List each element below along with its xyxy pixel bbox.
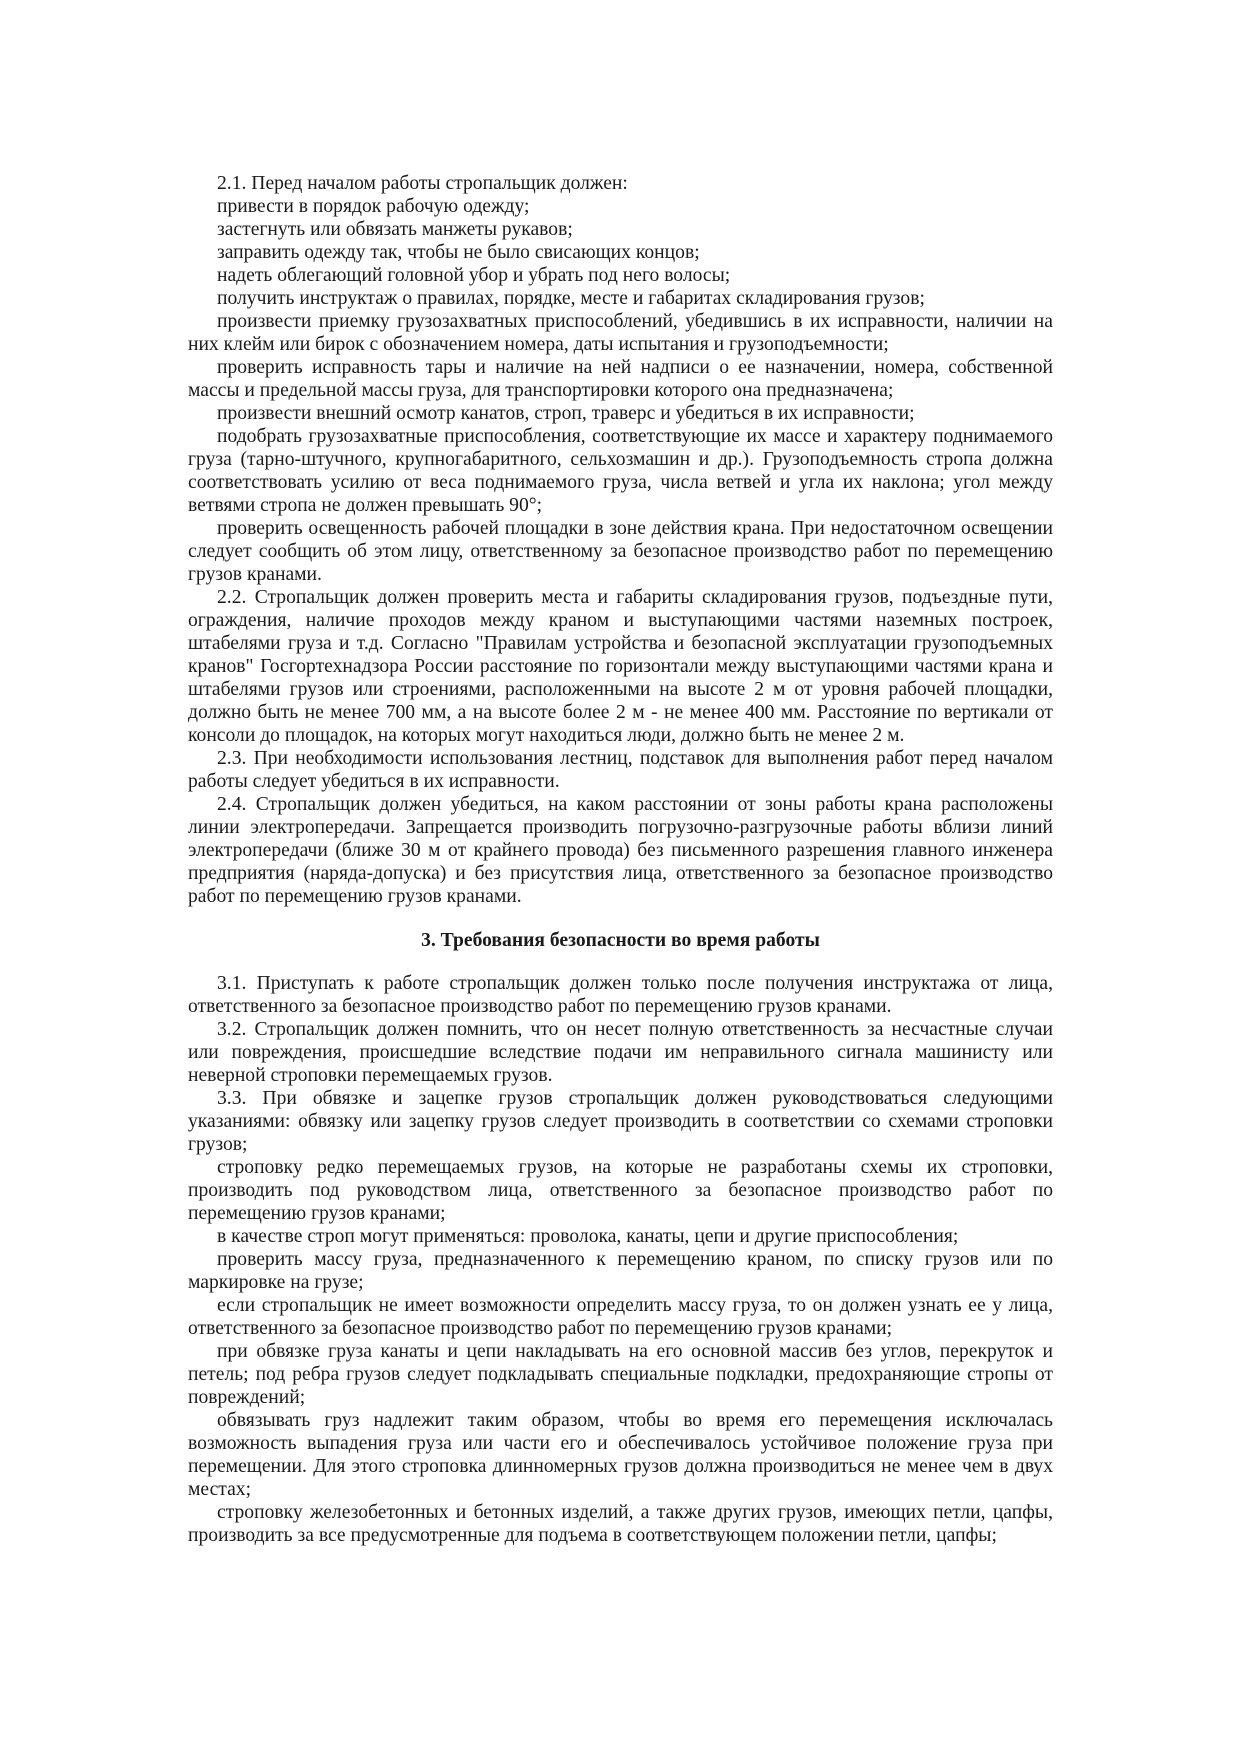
paragraph: проверить массу груза, предназначенного к перемещению краном, по списку грузов или по маркировке на грузе; — [188, 1249, 1053, 1293]
paragraph: 2.3. При необходимости использования лестниц, подставок для выполнения работ перед началом работы следует убедиться в их исправности. — [188, 748, 1053, 792]
paragraph: строповку редко перемещаемых грузов, на которые не разработаны схемы их строповки, производить под руководством лица, ответственного за безопасное производство работ по перемещению грузов кранами; — [188, 1157, 1053, 1224]
paragraph: если стропальщик не имеет возможности определить массу груза, то он должен узнать ее у лица, ответственного за безопасное производство работ по перемещению грузов кранами; — [188, 1295, 1053, 1339]
paragraph: строповку железобетонных и бетонных изделий, а также других грузов, имеющих петли, цапфы, производить за все предусмотренные для подъема в соответствующем положении петли, цапфы; — [188, 1502, 1053, 1546]
paragraph: 2.4. Стропальщик должен убедиться, на каком расстоянии от зоны работы крана расположены линии электропередачи. Запрещается производить погрузочно-разгрузочные работы вблизи линий электропередачи (ближе 30 м от крайнего провода) без письменного разрешения главного инженера предприятия (наряда-допуска) и без присутствия лица, ответственного за безопасное производство работ по перемещению грузов кранами. — [188, 794, 1053, 907]
paragraph: заправить одежду так, чтобы не было свисающих концов; — [217, 242, 700, 263]
paragraph: произвести внешний осмотр канатов, строп, траверс и убедиться в их исправности; — [217, 403, 915, 424]
paragraph: проверить исправность тары и наличие на ней надписи о ее назначении, номера, собственной массы и предельной массы груза, для транспортировки которого она предназначена; — [188, 357, 1053, 401]
paragraph: 2.1. Перед началом работы стропальщик должен: — [217, 173, 628, 194]
paragraph: получить инструктаж о правилах, порядке, месте и габаритах складирования грузов; — [217, 288, 925, 309]
paragraph: привести в порядок рабочую одежду; — [217, 196, 530, 217]
paragraph: 3.1. Приступать к работе стропальщик должен только после получения инструктажа от лица, ответственного за безопасное производство работ по перемещению грузов кранами. — [188, 973, 1053, 1017]
document-page — [188, 172, 1053, 1547]
paragraph: произвести приемку грузозахватных приспособлений, убедившись в их исправности, наличии на них клейм или бирок с обозначением номера, даты испытания и грузоподъемности; — [188, 311, 1053, 355]
paragraph: проверить освещенность рабочей площадки в зоне действия крана. При недостаточном освещении следует сообщить об этом лицу, ответственному за безопасное производство работ по перемещению грузов кранами. — [188, 518, 1053, 585]
paragraph: 2.2. Стропальщик должен проверить места и габариты складирования грузов, подъездные пути, ограждения, наличие проходов между краном и выступающими частями наземных построек, штабелями груза и т.д. Согласно "Правилам устройства и безопасной эксплуатации грузоподъемных кранов" Госгортехнадзора России расстояние по горизонтали между выступающими частями крана и штабелями грузов или строениями, расположенными на высоте 2 м от уровня рабочей площадки, должно быть не менее 700 мм, а на высоте более 2 м - не менее 400 мм. Расстояние по вертикали от консоли до площадок, на которых могут находиться люди, должно быть не менее 2 м. — [188, 587, 1053, 746]
paragraph: подобрать грузозахватные приспособления, соответствующие их массе и характеру поднимаемого груза (тарно-штучного, крупногабаритного, сельхозмашин и др.). Грузоподъемность стропа должна соответствовать усилию от веса поднимаемого груза, числа ветвей и угла их наклона; угол между ветвями стропа не должен превышать 90°; — [188, 426, 1053, 516]
section-2-body — [188, 172, 1053, 908]
paragraph: 3.3. При обвязке и зацепке грузов стропальщик должен руководствоваться следующими указаниями: обвязку или зацепку грузов следует производить в соответствии со схемами строповки грузов; — [188, 1088, 1053, 1155]
paragraph: обвязывать груз надлежит таким образом, чтобы во время его перемещения исключалась возможность выпадения груза или части его и обеспечивалось устойчивое положение груза при перемещении. Для этого строповка длинномерных грузов должна производиться не менее чем в двух местах; — [188, 1410, 1053, 1500]
paragraph: 3.2. Стропальщик должен помнить, что он несет полную ответственность за несчастные случаи или повреждения, происшедшие вследствие подачи им неправильного сигнала машинисту или неверной строповки перемещаемых грузов. — [188, 1019, 1053, 1086]
paragraph: надеть облегающий головной убор и убрать под него волосы; — [217, 265, 731, 286]
paragraph: при обвязке груза канаты и цепи накладывать на его основной массив без углов, перекруток и петель; под ребра грузов следует подкладывать специальные подкладки, предохраняющие стропы от повреждений; — [188, 1341, 1053, 1408]
paragraph: застегнуть или обвязать манжеты рукавов; — [217, 219, 573, 240]
section-heading: 3. Требования безопасности во время работы — [421, 930, 820, 951]
paragraph: в качестве строп могут применяться: проволока, канаты, цепи и другие приспособления; — [217, 1226, 959, 1247]
section-3-body — [188, 972, 1053, 1547]
